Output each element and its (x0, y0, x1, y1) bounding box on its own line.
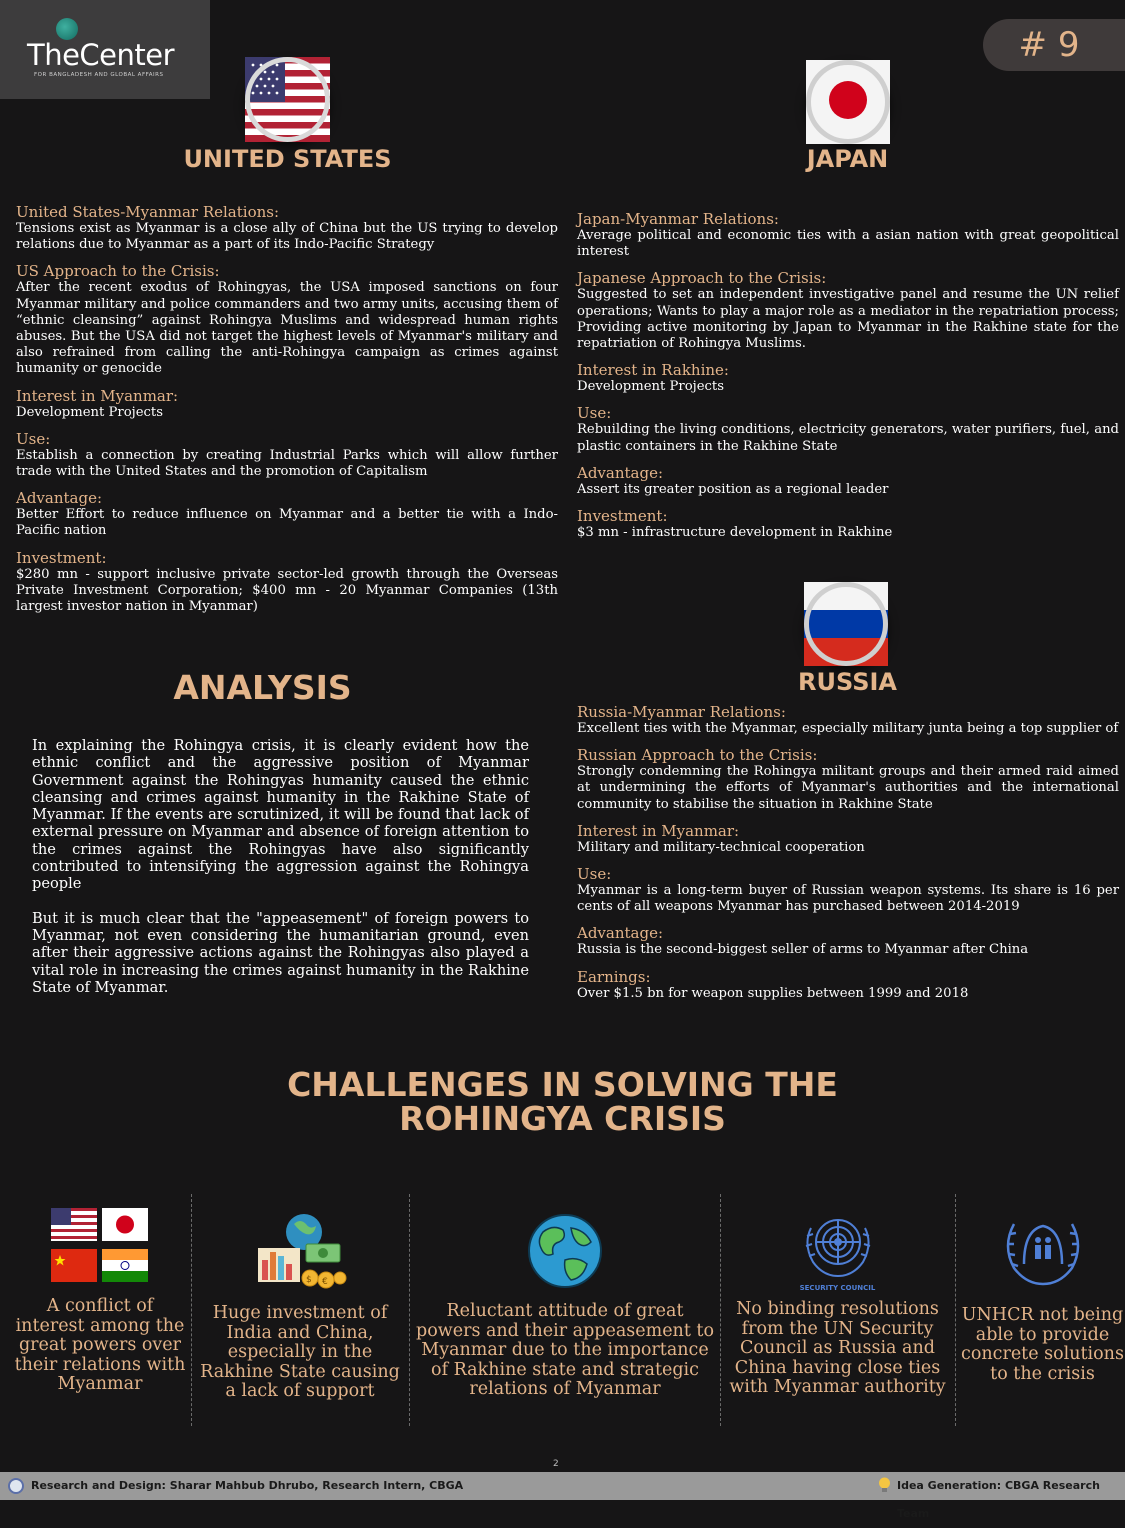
us-relations-heading: United States-Myanmar Relations: (16, 203, 280, 221)
us-investment-body: $280 mn - support inclusive private sector-led growth through the Overseas Private Investment Corporation; $400 mn - 20 Myanmar Companies (13th largest investor nation in Myanmar) (16, 566, 558, 615)
japan-relations-body: Average political and economic ties with a asian nation with great geopolitical interest (577, 228, 1119, 260)
japan-interest-body: Development Projects (577, 379, 724, 395)
russia-relations-heading: Russia-Myanmar Relations: (577, 703, 786, 721)
footer-credit-left: Research and Design: Sharar Mahbub Dhrubo, Research Intern, CBGA (31, 1479, 464, 1492)
challenge-divider (955, 1194, 956, 1426)
japan-approach-body: Suggested to set an independent investigative panel and resume the UN relief operations; Wants to play a major role as a mediator in the repatriation process; Providing active monitoring by Japan to Myanmar in the Rakhine state for the repatriation of Rohingya Muslims. (577, 287, 1119, 352)
japan-flag-icon (806, 60, 890, 144)
us-advantage-heading: Advantage: (16, 489, 103, 508)
japan-approach-heading: Japanese Approach to the Crisis: (577, 269, 827, 288)
challenge-item-3 (415, 1212, 715, 1400)
challenge-item-2 (200, 1210, 400, 1402)
us-approach-heading: US Approach to the Crisis: (16, 262, 220, 281)
japan-use-heading: Use: (577, 404, 612, 423)
us-title: UNITED STATES (183, 145, 392, 173)
cbga-logo-icon (8, 1478, 24, 1494)
challenges-title-line-1: CHALLENGES IN SOLVING THE (287, 1065, 838, 1104)
lightbulb-icon (878, 1477, 891, 1494)
analysis-body (32, 737, 529, 1013)
analysis-paragraph-1: In explaining the Rohingya crisis, it is clearly evident how the ethnic conflict and the aggressive position of Myanmar Government against the Rohingyas humanity caused the ethnic cleansing and crimes against humanity in the Rakhine State of Myanmar. If the events are scrutinized, it will be found that lack of external pressure on Myanmar and absence of foreign attention to the crimes against the Rohingyas have also significantly contributed to intensifying the aggression against the Rohingya people (32, 737, 529, 893)
unhcr-icon (1000, 1212, 1086, 1286)
us-relations-body: Tensions exist as Myanmar is a close ally of China but the US trying to develop relations due to Myanmar as a part of its Indo-Pacific Strategy (16, 221, 558, 253)
russia-interest-body: Military and military-technical cooperation (577, 839, 865, 855)
challenge-text-4: No binding resolutions from the UN Security Council as Russia and China having close ties with Myanmar authority (729, 1299, 946, 1398)
us-interest-body: Development Projects (16, 404, 163, 420)
logo-name: TheCenter (27, 38, 175, 72)
russia-earnings-heading: Earnings: (577, 967, 651, 986)
svg-text:$: $ (306, 1275, 312, 1285)
security-council-label: SECURITY COUNCIL (799, 1284, 876, 1292)
logo-subtitle: FOR BANGLADESH AND GLOBAL AFFAIRS (34, 72, 164, 78)
globe-logo-icon (56, 18, 78, 40)
challenge-divider (409, 1194, 410, 1426)
challenges-title-line-2: ROHINGYA CRISIS (399, 1099, 726, 1138)
us-use-heading: Use: (16, 429, 51, 448)
japan-investment-heading: Investment: (577, 507, 668, 526)
page-number-badge: # 9 (983, 19, 1125, 71)
globe-icon (525, 1212, 605, 1290)
footer-credit-right: Idea Generation: CBGA Research Team (897, 1479, 1100, 1520)
japan-investment-body: $3 mn - infrastructure development in Rakhine (577, 525, 893, 541)
un-security-council-icon (793, 1208, 883, 1290)
challenge-divider (720, 1194, 721, 1426)
four-flags-icon (50, 1207, 150, 1285)
us-flag-icon (245, 57, 330, 142)
challenge-item-5 (960, 1212, 1125, 1384)
russia-relations-body: Excellent ties with the Myanmar, especially military junta being a top supplier of (577, 721, 1119, 736)
svg-text:€: € (322, 1277, 328, 1287)
japan-advantage-body: Assert its greater position as a regional leader (577, 481, 889, 497)
russia-advantage-heading: Advantage: (577, 924, 664, 943)
russia-use-body: Myanmar is a long-term buyer of Russian weapon systems. Its share is 16 per cents of all weapons Myanmar has purchased between 2014-2019 (577, 883, 1119, 915)
russia-earnings-body: Over $1.5 bn for weapon supplies between 1999 and 2018 (577, 985, 969, 1001)
russia-approach-heading: Russian Approach to the Crisis: (577, 746, 818, 765)
investment-icon (254, 1210, 346, 1290)
us-investment-heading: Investment: (16, 548, 107, 567)
us-sections (16, 203, 558, 624)
russia-title: RUSSIA (798, 668, 897, 696)
russia-flag-icon (804, 582, 888, 666)
challenge-text-3: Reluctant attitude of great powers and their appeasement to Myanmar due to the importance of Rakhine state and strategic relations of Myanmar (416, 1301, 714, 1400)
challenge-text-2: Huge investment of India and China, especially in the Rakhine State causing a lack of support (200, 1303, 400, 1402)
footer (0, 1472, 1125, 1520)
russia-advantage-body: Russia is the second-biggest seller of arms to Myanmar after China (577, 942, 1029, 958)
japan-interest-heading: Interest in Rakhine: (577, 361, 729, 380)
russia-approach-body: Strongly condemning the Rohingya militant groups and their armed raid aimed at undermining the efforts of Myanmar's authorities and the international community to stabilise the situation in Rakhine State (577, 764, 1119, 812)
analysis-title: ANALYSIS (173, 668, 352, 707)
challenges-title (200, 1065, 925, 1138)
japan-sections (577, 210, 1119, 550)
japan-title: JAPAN (806, 145, 889, 173)
logo (0, 0, 210, 99)
japan-advantage-heading: Advantage: (577, 463, 664, 482)
russia-interest-heading: Interest in Myanmar: (577, 821, 740, 840)
challenge-divider (191, 1194, 192, 1426)
challenge-item-4 (725, 1208, 950, 1398)
japan-relations-heading: Japan-Myanmar Relations: (577, 210, 779, 228)
challenge-text-5: UNHCR not being able to provide concrete solutions to the crisis (961, 1305, 1124, 1384)
russia-use-heading: Use: (577, 865, 612, 884)
us-advantage-body: Better Effort to reduce influence on Myanmar and a better tie with a Indo-Pacific nation (16, 507, 558, 539)
us-approach-body: After the recent exodus of Rohingyas, the USA imposed sanctions on four Myanmar military and police commanders and two army units, accusing them of “ethnic cleansing” against Rohingya Muslims and widespread human rights abuses. But the USA did not target the highest levels of Myanmar's military and also refrained from calling the anti-Rohingya campaign as crimes against humanity or genocide (16, 280, 558, 377)
analysis-paragraph-2: But it is much clear that the "appeasement" of foreign powers to Myanmar, not even considering the humanitarian ground, even after their aggressive actions against the Rohingyas also played a vital role in increasing the crimes against humanity in the Rakhine State of Myanmar. (32, 909, 529, 996)
japan-use-body: Rebuilding the living conditions, electricity generators, water purifiers, fuel, and plastic containers in the Rakhine State (577, 422, 1119, 454)
russia-sections (577, 703, 1119, 1011)
us-use-body: Establish a connection by creating Industrial Parks which will allow further trade with the United States and the promotion of Capitalism (16, 447, 558, 480)
challenge-item-1 (10, 1207, 190, 1395)
us-interest-heading: Interest in Myanmar: (16, 386, 179, 405)
page-footer-number: 2 (553, 1459, 559, 1469)
challenge-text-1: A conflict of interest among the great powers over their relations with Myanmar (14, 1296, 186, 1395)
